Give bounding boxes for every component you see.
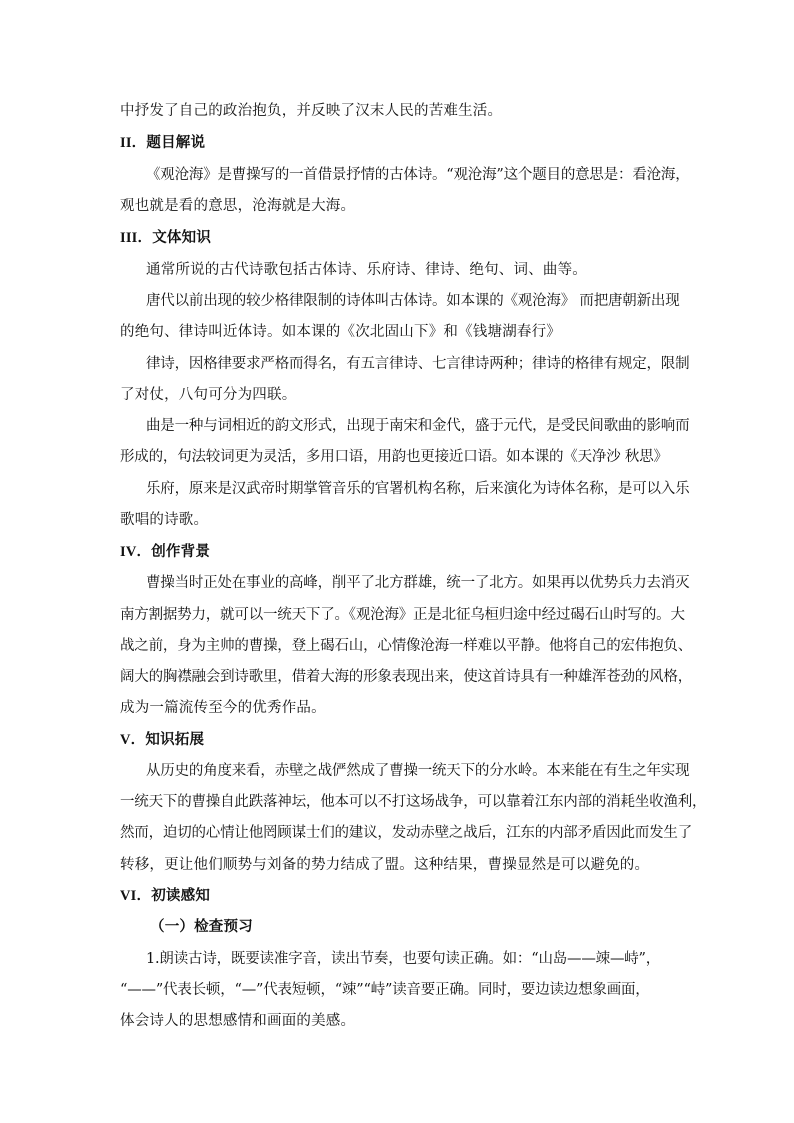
- section-number: VI．: [120, 888, 152, 904]
- section-number: III．: [120, 230, 153, 246]
- section-title: 题目解说: [146, 134, 206, 151]
- section-number: II．: [120, 135, 147, 151]
- paragraph-line: 中抒发了自己的政治抱负，并反映了汉末人民的苦难生活。: [120, 103, 503, 119]
- section-title: 知识拓展: [145, 731, 205, 748]
- section-heading-iii: [120, 228, 211, 248]
- subsection-heading: （一）检查预习: [150, 918, 253, 935]
- section-title: 文体知识: [152, 229, 212, 246]
- paragraph-line: 观也就是看的意思，沧海就是大海。: [120, 198, 356, 214]
- paragraph-line: 一统天下的曹操自此跌落神坛，他本可以不打这场战争，可以靠着江东内部的消耗坐收渔利，: [120, 794, 707, 810]
- paragraph-line: 南方割据势力，就可以一统天下了。《观沧海》正是北征乌桓归途中经过碣石山时写的。大: [120, 607, 685, 623]
- section-heading-iv: [120, 542, 210, 562]
- paragraph-line: 体会诗人的思想感情和画面的美感。: [120, 1013, 356, 1029]
- paragraph-line: 乐府，原来是汉武帝时期掌管音乐的官署机构名称，后来演化为诗体名称，是可以入乐: [146, 481, 690, 497]
- paragraph-line: 形成的，句法较词更为灵活，多用口语，用韵也更接近口语。如本课的《天净沙 秋思》: [120, 449, 668, 465]
- section-title: 初读感知: [151, 887, 211, 904]
- paragraph-line: 曹操当时正处在事业的高峰，削平了北方群雄，统一了北方。如果再以优势兵力去消灭: [146, 575, 690, 591]
- paragraph-line: 律诗，因格律要求严格而得名，有五言律诗、七言律诗两种；律诗的格律有规定，限制: [146, 356, 690, 372]
- paragraph-line: 唐代以前出现的较少格律限制的诗体叫古体诗。如本课的《观沧海》 而把唐朝新出现: [146, 293, 680, 309]
- section-title: 创作背景: [151, 543, 211, 560]
- paragraph-line: 《观沧海》是曹操写的一首借景抒情的古体诗。“观沧海”这个题目的意思是：看沧海，: [146, 167, 690, 183]
- section-heading-v: [120, 730, 204, 750]
- section-number: V．: [120, 732, 146, 748]
- section-heading-ii: [120, 133, 205, 153]
- section-number: IV．: [120, 544, 152, 560]
- paragraph-line: 成为一篇流传至今的优秀作品。: [120, 700, 326, 716]
- paragraph-line: 曲是一种与词相近的韵文形式，出现于南宋和金代，盛于元代，是受民间歌曲的影响而: [146, 418, 690, 434]
- paragraph-line: 转移，更让他们顺势与刘备的势力结成了盟。这种结果，曹操显然是可以避免的。: [120, 857, 650, 873]
- paragraph-line: 从历史的角度来看，赤壁之战俨然成了曹操一统天下的分水岭。本来能在有生之年实现: [146, 763, 690, 779]
- paragraph-line: 通常所说的古代诗歌包括古体诗、乐府诗、律诗、绝句、词、曲等。: [146, 262, 587, 278]
- paragraph-line: 然而，迫切的心情让他罔顾谋士们的建议，发动赤壁之战后，江东的内部矛盾因此而发生了: [120, 825, 692, 841]
- paragraph-line: 1.朗读古诗，既要读准字音，读出节奏，也要句读正确。如：“山岛——竦—峙”，: [146, 951, 661, 967]
- paragraph-line: 的绝句、律诗叫近体诗。如本课的《次北固山下》和《钱塘湖春行》: [120, 324, 561, 340]
- paragraph-line: 战之前，身为主帅的曹操，登上碣石山，心情像沧海一样难以平静。他将自己的宏伟抱负、: [120, 638, 692, 654]
- paragraph-line: 歌唱的诗歌。: [120, 512, 209, 528]
- paragraph-line: 阔大的胸襟融会到诗歌里，借着大海的形象表现出来，使这首诗具有一种雄浑苍劲的风格，: [120, 669, 692, 685]
- section-heading-vi: [120, 886, 210, 906]
- paragraph-line: “——”代表长顿，“—”代表短顿，“竦”“峙”读音要正确。同时，要边读边想象画面，: [120, 982, 650, 998]
- paragraph-line: 了对仗，八句可分为四联。: [120, 387, 297, 403]
